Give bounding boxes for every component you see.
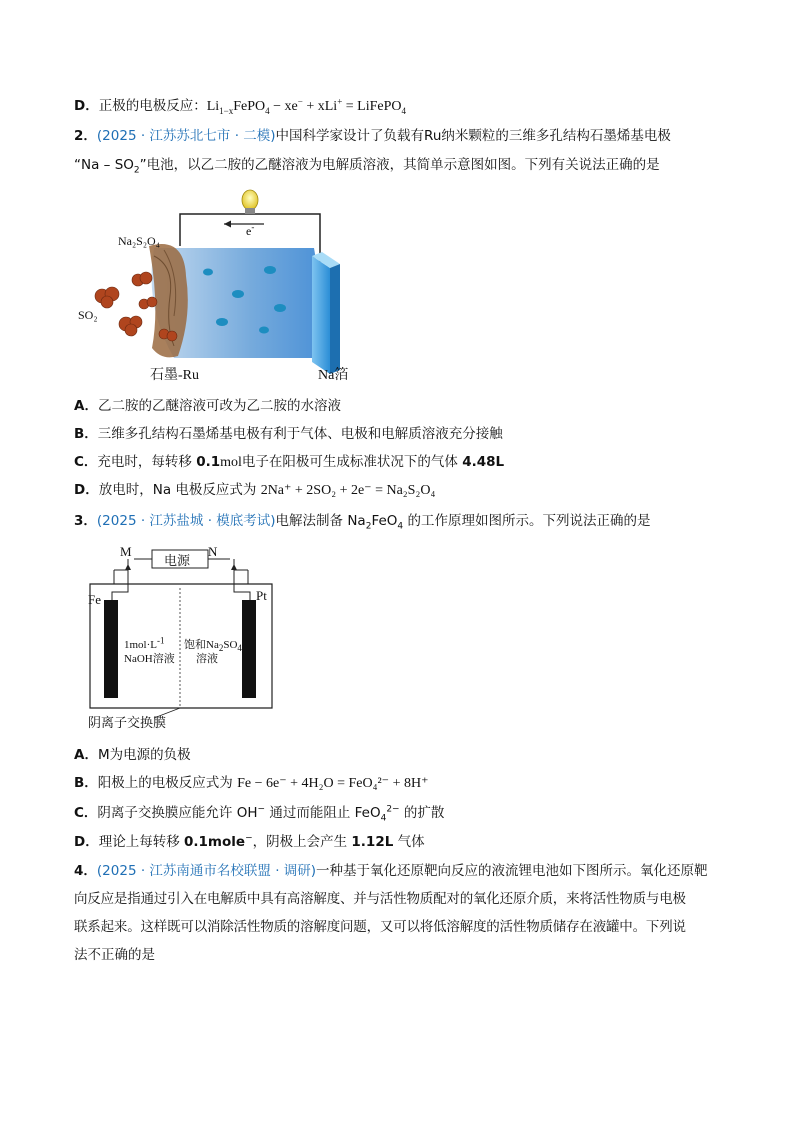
solution-text: SO: [223, 639, 238, 651]
formula-sup: −: [257, 804, 266, 815]
q4-stem-line1: [74, 861, 708, 881]
formula: [206, 96, 406, 116]
question-stem: FeO: [371, 513, 398, 529]
option-letter: B．: [74, 426, 98, 442]
option-value: 0.1: [196, 454, 221, 470]
question-stem: “Na – SO: [74, 157, 134, 173]
lightbulb-icon: [242, 190, 258, 214]
na-foil-label: Na箔: [318, 368, 349, 383]
fe-label: Fe: [88, 592, 101, 607]
arrow-up-icon: [231, 564, 237, 570]
question-number: 3．: [74, 513, 97, 529]
formula-part: − xe: [269, 99, 298, 114]
formula: 2Na⁺ + 2SO₂ + 2e⁻ = Na₂S₂O₄: [260, 483, 436, 498]
graphite-ru-label: 石墨-Ru: [150, 368, 199, 383]
question-stem: 的工作原理如图所示。下列说法正确的是: [403, 513, 651, 529]
option-unit: mol: [220, 455, 242, 470]
option-letter: B．: [74, 775, 98, 791]
option-text: 理论上每转移: [98, 834, 185, 850]
option-value: 0.1mole: [184, 834, 246, 850]
question-stem: 中国科学家设计了负载有Ru纳米颗粒的三维多孔结构石墨烯基电极: [275, 128, 671, 144]
q4-stem-line4: 法不正确的是: [74, 947, 155, 963]
option-text: 正极的电极反应：: [98, 98, 207, 114]
q3-option-a: [74, 745, 191, 765]
option-letter: D．: [74, 834, 99, 850]
solution-text: NaOH溶液: [124, 653, 175, 665]
q2-stem-line2: [74, 155, 660, 175]
solution-sub: 4: [237, 643, 242, 654]
question-source: (2025 · 江苏盐城 · 模底考试): [96, 513, 276, 529]
q3-option-c: [74, 803, 444, 823]
option-text: 气体: [393, 834, 425, 850]
option-value: 4.48L: [462, 454, 505, 470]
option-letter: C．: [74, 454, 98, 470]
membrane-label: 阴离子交换膜: [88, 715, 167, 730]
formula-sup: +: [337, 96, 343, 107]
q2-stem-line1: [74, 126, 671, 146]
option-letter: A．: [74, 398, 98, 414]
q2-battery-diagram: [74, 186, 374, 386]
electron-sup: -: [251, 222, 255, 232]
formula-sub: 4: [401, 105, 406, 116]
q4-stem-line2: 向反应是指通过引入在电解质中具有高溶解度、并与活性物质配对的氧化还原介质，来将活性物质与电极: [74, 891, 686, 907]
option-letter: A．: [74, 747, 98, 763]
q2-option-a: [74, 396, 341, 416]
option-value: 1.12L: [351, 834, 394, 850]
arrow-up-icon: [125, 564, 131, 570]
q2-option-c: [74, 452, 504, 473]
question-stem: 电解法制备 Na: [275, 513, 366, 529]
question-stem: 一种基于氧化还原靶向反应的液流锂电池如下图所示。氧化还原靶: [316, 863, 708, 879]
pt-electrode: [242, 600, 256, 698]
electron-text: e: [246, 224, 252, 238]
formula-sub: 4: [380, 813, 387, 824]
arrow-head-icon: [224, 221, 231, 228]
option-text: 充电时，每转移: [97, 454, 197, 470]
electron-label: [246, 224, 254, 239]
option-letter: D．: [74, 98, 99, 114]
q2-battery-figure: [74, 186, 374, 386]
so2-label: SO₂: [78, 308, 98, 322]
naoh-solution-label: [124, 635, 175, 666]
solution-sup: -1: [157, 635, 165, 646]
formula-sub: 2: [365, 521, 372, 532]
fe-electrode: [104, 600, 118, 698]
q3-option-b: [74, 773, 428, 794]
option-text: 三维多孔结构石墨烯基电极有利于气体、电极和电解质溶液充分接触: [97, 426, 503, 442]
option-text: 阴离子交换膜应能允许 OH: [97, 805, 258, 821]
question-number: 4．: [74, 863, 97, 879]
terminal-m-label: M: [120, 544, 132, 559]
q3-stem: [74, 511, 650, 531]
option-text: 放电时，Na 电极反应式为: [98, 482, 261, 498]
na-foil-electrode: [312, 256, 330, 374]
option-text: 电子在阳极可生成标准状况下的气体: [241, 454, 463, 470]
q3-electrolysis-figure: [84, 540, 284, 735]
formula-part: FePO: [233, 99, 266, 114]
option-letter: D．: [74, 482, 99, 498]
question-source: (2025 · 江苏南通市名校联盟 · 调研): [96, 863, 317, 879]
q1-option-d: [74, 96, 406, 117]
question-stem: ”电池，以乙二胺的乙醚溶液为电解质溶液，其简单示意图如图。下列有关说法正确的是: [139, 157, 660, 173]
terminal-n-label: N: [208, 544, 218, 559]
pt-label: Pt: [256, 588, 267, 603]
q2-option-d: [74, 480, 435, 501]
solution-sub: 2: [218, 643, 224, 654]
na2s2o4-label: Na₂S₂O₄: [118, 234, 160, 248]
q4-stem-line3: 联系起来。这样既可以消除活性物质的溶解度问题，又可以将低溶解度的活性物质储存在液罐中。下列说: [74, 919, 686, 935]
formula-sup: 2−: [386, 804, 400, 815]
formula-part: Li: [206, 99, 220, 114]
q2-option-b: [74, 424, 503, 444]
formula-part: + xLi: [302, 99, 338, 114]
formula-sub: 1−x: [219, 105, 234, 116]
option-text: ，阴极上会产生: [252, 834, 352, 850]
power-source-label: 电源: [164, 553, 191, 568]
formula-sup: −: [297, 96, 303, 107]
option-text: 乙二胺的乙醚溶液可改为乙二胺的水溶液: [97, 398, 341, 414]
formula: Fe − 6e⁻ + 4H₂O = FeO₄²⁻ + 8H⁺: [237, 776, 429, 791]
question-number: 2．: [74, 128, 97, 144]
solution-text: 溶液: [196, 653, 218, 665]
option-text: M为电源的负极: [97, 747, 191, 763]
option-text: 的扩散: [399, 805, 445, 821]
option-text: 通过而能阻止 FeO: [265, 805, 381, 821]
solution-text: 饱和Na: [184, 639, 219, 651]
formula-sub: 4: [397, 521, 404, 532]
formula-sup: −: [245, 833, 253, 844]
na2so4-solution-label: [184, 638, 242, 666]
question-source: (2025 · 江苏苏北七市 · 二模): [96, 128, 276, 144]
option-text: 阳极上的电极反应式为: [97, 775, 238, 791]
solution-text: 1mol·L: [124, 639, 157, 651]
q3-option-d: [74, 832, 425, 852]
formula-sub: 4: [265, 105, 270, 116]
option-letter: C．: [74, 805, 98, 821]
formula-part: = LiFePO: [342, 99, 402, 114]
formula-sub: 2: [133, 165, 140, 176]
